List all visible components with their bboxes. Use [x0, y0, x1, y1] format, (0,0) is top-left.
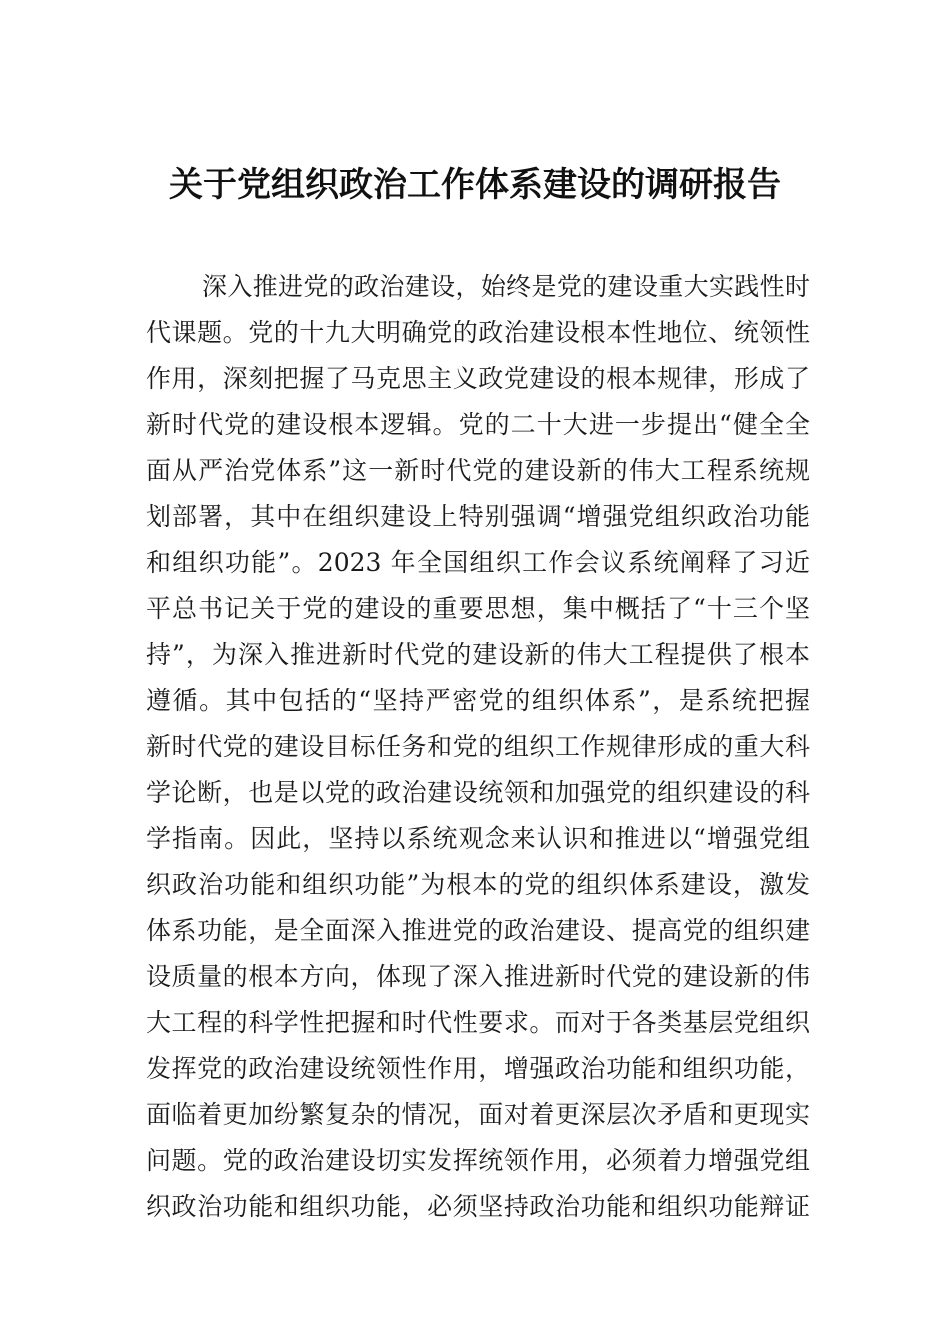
- paragraph-line: 遵循。其中包括的“坚持严密党的组织体系”，是系统把握: [146, 686, 810, 715]
- paragraph-line: 平总书记关于党的建设的重要思想，集中概括了“十三个坚: [146, 594, 810, 623]
- paragraph-line: 新时代党的建设目标任务和党的组织工作规律形成的重大科: [146, 732, 810, 761]
- paragraph-line: 体系功能，是全面深入推进党的政治建设、提高党的组织建: [146, 916, 810, 945]
- paragraph-line: 新时代党的建设根本逻辑。党的二十大进一步提出“健全全: [146, 410, 810, 439]
- paragraph-line: 发挥党的政治建设统领性作用，增强政治功能和组织功能，: [146, 1054, 810, 1083]
- paragraph-line: 持”，为深入推进新时代党的建设新的伟大工程提供了根本: [146, 640, 810, 669]
- paragraph-line: 深入推进党的政治建设，始终是党的建设重大实践性时: [202, 272, 810, 301]
- paragraph-line: 和组织功能”。2023 年全国组织工作会议系统阐释了习近: [146, 548, 810, 577]
- paragraph-line: 织政治功能和组织功能，必须坚持政治功能和组织功能辩证: [146, 1192, 810, 1221]
- paragraph-line: 代课题。党的十九大明确党的政治建设根本性地位、统领性: [146, 318, 810, 347]
- paragraph-line: 大工程的科学性把握和时代性要求。而对于各类基层党组织: [146, 1008, 810, 1037]
- paragraph-line: 面临着更加纷繁复杂的情况，面对着更深层次矛盾和更现实: [146, 1100, 810, 1129]
- paragraph-line: 作用，深刻把握了马克思主义政党建设的根本规律，形成了: [146, 364, 810, 393]
- paragraph-line: 学论断，也是以党的政治建设统领和加强党的组织建设的科: [146, 778, 810, 807]
- document-title: 关于党组织政治工作体系建设的调研报告: [169, 165, 781, 205]
- paragraph-line: 问题。党的政治建设切实发挥统领作用，必须着力增强党组: [146, 1146, 810, 1175]
- paragraph-line: 学指南。因此，坚持以系统观念来认识和推进以“增强党组: [146, 824, 810, 853]
- paragraph-line: 织政治功能和组织功能”为根本的党的组织体系建设，激发: [146, 870, 810, 899]
- body-paragraph: [146, 264, 810, 1230]
- paragraph-line: 设质量的根本方向，体现了深入推进新时代党的建设新的伟: [146, 962, 810, 991]
- paragraph-line: 面从严治党体系”这一新时代党的建设新的伟大工程系统规: [146, 456, 810, 485]
- paragraph-line: 划部署，其中在组织建设上特别强调“增强党组织政治功能: [146, 502, 810, 531]
